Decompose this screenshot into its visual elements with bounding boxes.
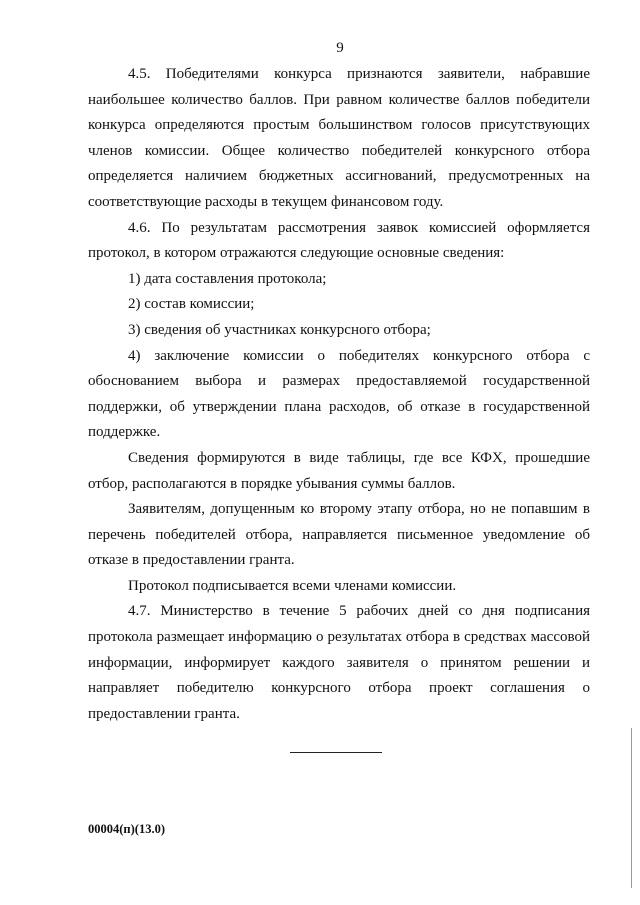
- paragraph-4-5: 4.5. Победителями конкурса признаются заявители, набравшие наибольшее количество баллов. При равном количестве баллов победители конкурса определяются простым большинством голосов присутствующих членов комиссии. Общее количество победителей конкурсного отбора определяется наличием бюджетных ассигнований, предусмотренных на соответствующие расходы в текущем финансовом году.: [88, 66, 590, 210]
- paragraph-protocol-signing: Протокол подписывается всеми членами комиссии.: [128, 577, 457, 594]
- paragraph-4-6: 4.6. По результатам рассмотрения заявок комиссией оформляется протокол, в котором отражаются следующие основные сведения:: [88, 219, 590, 262]
- paragraph-table-info: Сведения формируются в виде таблицы, где все КФХ, прошедшие отбор, располагаются в порядке убывания суммы баллов.: [88, 449, 590, 492]
- end-separator-line: [290, 752, 382, 753]
- document-body: [88, 62, 590, 727]
- scan-margin-line: [631, 728, 632, 888]
- page-number: 9: [336, 40, 344, 56]
- list-item: 2) состав комиссии;: [128, 296, 255, 313]
- paragraph-rejection-notice: Заявителям, допущенным ко второму этапу отбора, но не попавшим в перечень победителей отбора, направляется письменное уведомление об отказе в предоставлении гранта.: [88, 501, 590, 569]
- paragraph-4-7: 4.7. Министерство в течение 5 рабочих дней со дня подписания протокола размещает информацию о результатах отбора в средствах массовой информации, информирует каждого заявителя о принятом решении и направляет победителю конкурсного отбора проект соглашения о предоставлении гранта.: [88, 603, 590, 722]
- list-item: 4) заключение комиссии о победителях конкурсного отбора с обоснованием выбора и размерах предоставляемой государственной поддержки, об утверждении плана расходов, об отказе в государственной поддержке.: [88, 347, 590, 441]
- list-item: 3) сведения об участниках конкурсного отбора;: [128, 321, 431, 338]
- list-item: 1) дата составления протокола;: [128, 270, 327, 287]
- footer-document-code: 00004(п)(13.0): [88, 822, 165, 836]
